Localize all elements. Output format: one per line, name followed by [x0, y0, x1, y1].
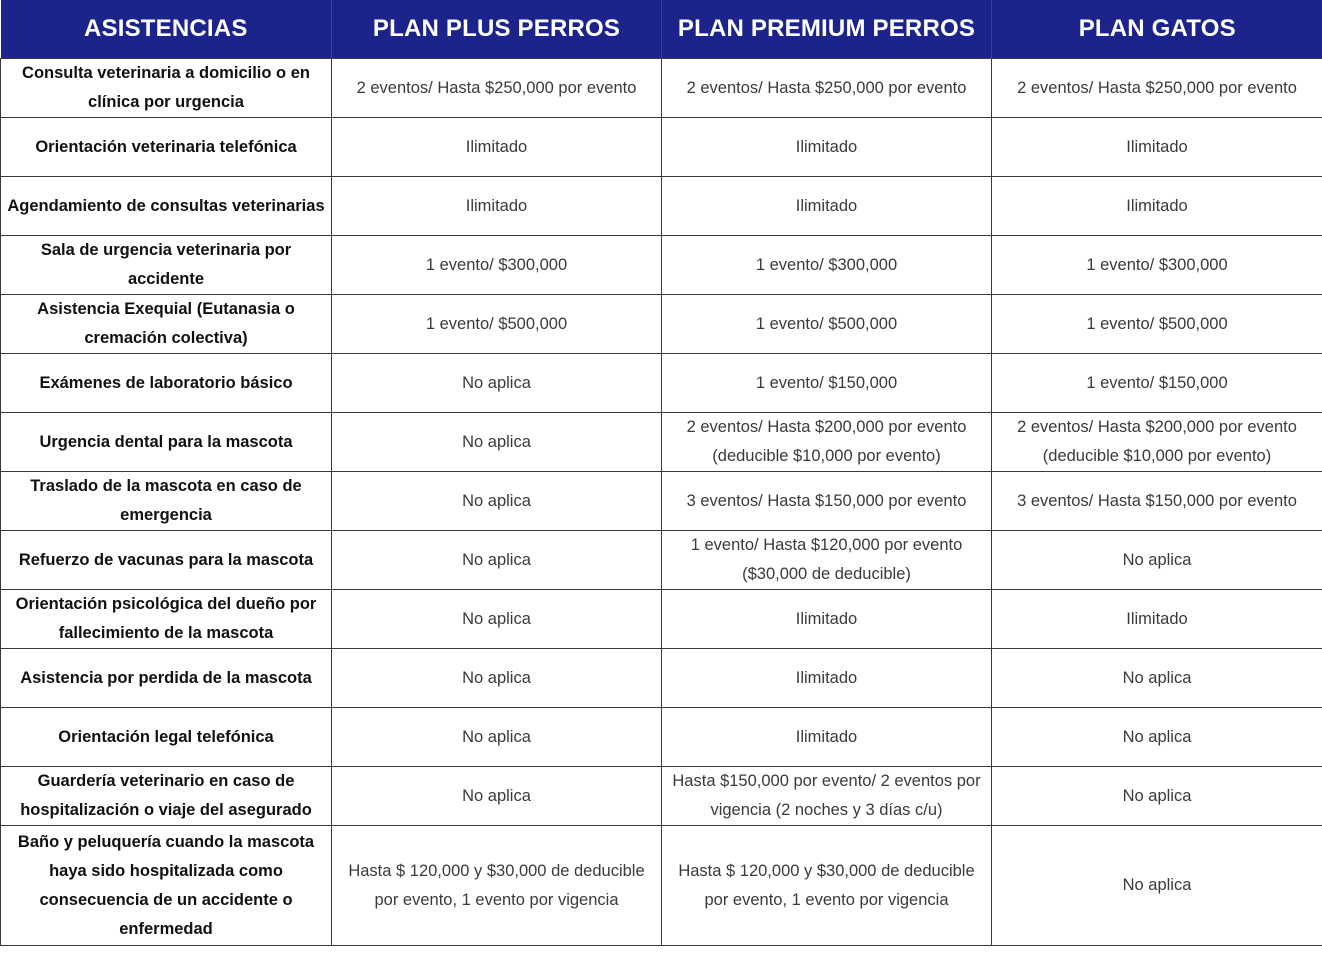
cell-plus: 2 eventos/ Hasta $250,000 por evento	[332, 59, 662, 118]
row-label: Exámenes de laboratorio básico	[1, 354, 332, 413]
cell-gatos: 3 eventos/ Hasta $150,000 por evento	[992, 472, 1322, 531]
cell-plus: No aplica	[332, 531, 662, 590]
cell-gatos: 1 evento/ $150,000	[992, 354, 1322, 413]
row-label: Orientación psicológica del dueño por fallecimiento de la mascota	[1, 590, 332, 649]
cell-gatos: No aplica	[992, 767, 1322, 826]
cell-premium: 2 eventos/ Hasta $200,000 por evento (deducible $10,000 por evento)	[662, 413, 992, 472]
row-label: Agendamiento de consultas veterinarias	[1, 177, 332, 236]
cell-premium: Ilimitado	[662, 649, 992, 708]
row-label: Baño y peluquería cuando la mascota haya sido hospitalizada como consecuencia de un accidente o enfermedad	[1, 826, 332, 946]
cell-premium: 1 evento/ $150,000	[662, 354, 992, 413]
cell-gatos: Ilimitado	[992, 177, 1322, 236]
table-row	[1, 767, 1322, 826]
cell-plus: No aplica	[332, 649, 662, 708]
table-row	[1, 59, 1322, 118]
cell-premium: 2 eventos/ Hasta $250,000 por evento	[662, 59, 992, 118]
header-plan-plus-perros: PLAN PLUS PERROS	[332, 0, 662, 59]
cell-premium: 1 evento/ Hasta $120,000 por evento ($30,000 de deducible)	[662, 531, 992, 590]
row-label: Orientación veterinaria telefónica	[1, 118, 332, 177]
cell-gatos: 1 evento/ $500,000	[992, 295, 1322, 354]
table-row	[1, 177, 1322, 236]
row-label: Orientación legal telefónica	[1, 708, 332, 767]
cell-gatos: Ilimitado	[992, 118, 1322, 177]
row-label: Traslado de la mascota en caso de emergencia	[1, 472, 332, 531]
cell-gatos: 1 evento/ $300,000	[992, 236, 1322, 295]
cell-premium: Ilimitado	[662, 590, 992, 649]
cell-premium: Hasta $ 120,000 y $30,000 de deducible por evento, 1 evento por vigencia	[662, 826, 992, 946]
table-row	[1, 590, 1322, 649]
table-row	[1, 649, 1322, 708]
header-asistencias: ASISTENCIAS	[1, 0, 332, 59]
cell-plus: No aplica	[332, 767, 662, 826]
cell-gatos: No aplica	[992, 531, 1322, 590]
cell-gatos: 2 eventos/ Hasta $250,000 por evento	[992, 59, 1322, 118]
cell-premium: Ilimitado	[662, 177, 992, 236]
cell-gatos: 2 eventos/ Hasta $200,000 por evento (deducible $10,000 por evento)	[992, 413, 1322, 472]
cell-premium: 3 eventos/ Hasta $150,000 por evento	[662, 472, 992, 531]
cell-plus: No aplica	[332, 708, 662, 767]
table-row	[1, 472, 1322, 531]
cell-premium: Hasta $150,000 por evento/ 2 eventos por vigencia (2 noches y 3 días c/u)	[662, 767, 992, 826]
table-header	[1, 0, 1322, 59]
table-row	[1, 413, 1322, 472]
cell-premium: 1 evento/ $500,000	[662, 295, 992, 354]
cell-plus: No aplica	[332, 413, 662, 472]
row-label: Sala de urgencia veterinaria por accidente	[1, 236, 332, 295]
table-row	[1, 354, 1322, 413]
row-label: Urgencia dental para la mascota	[1, 413, 332, 472]
row-label: Refuerzo de vacunas para la mascota	[1, 531, 332, 590]
row-label: Guardería veterinario en caso de hospitalización o viaje del asegurado	[1, 767, 332, 826]
table-row	[1, 295, 1322, 354]
row-label: Consulta veterinaria a domicilio o en clínica por urgencia	[1, 59, 332, 118]
table-row	[1, 531, 1322, 590]
cell-plus: Ilimitado	[332, 118, 662, 177]
cell-plus: 1 evento/ $300,000	[332, 236, 662, 295]
cell-gatos: No aplica	[992, 708, 1322, 767]
cell-gatos: No aplica	[992, 826, 1322, 946]
table-row	[1, 118, 1322, 177]
table-row	[1, 236, 1322, 295]
cell-premium: 1 evento/ $300,000	[662, 236, 992, 295]
cell-plus: No aplica	[332, 354, 662, 413]
header-plan-gatos: PLAN GATOS	[992, 0, 1322, 59]
cell-plus: No aplica	[332, 472, 662, 531]
cell-plus: Ilimitado	[332, 177, 662, 236]
table-row	[1, 826, 1322, 946]
header-row	[1, 0, 1322, 59]
table-body	[1, 59, 1322, 946]
row-label: Asistencia Exequial (Eutanasia o cremación colectiva)	[1, 295, 332, 354]
cell-plus: Hasta $ 120,000 y $30,000 de deducible por evento, 1 evento por vigencia	[332, 826, 662, 946]
header-plan-premium-perros: PLAN PREMIUM PERROS	[662, 0, 992, 59]
cell-premium: Ilimitado	[662, 118, 992, 177]
table-row	[1, 708, 1322, 767]
row-label: Asistencia por perdida de la mascota	[1, 649, 332, 708]
cell-premium: Ilimitado	[662, 708, 992, 767]
cell-plus: No aplica	[332, 590, 662, 649]
cell-gatos: Ilimitado	[992, 590, 1322, 649]
cell-gatos: No aplica	[992, 649, 1322, 708]
cell-plus: 1 evento/ $500,000	[332, 295, 662, 354]
